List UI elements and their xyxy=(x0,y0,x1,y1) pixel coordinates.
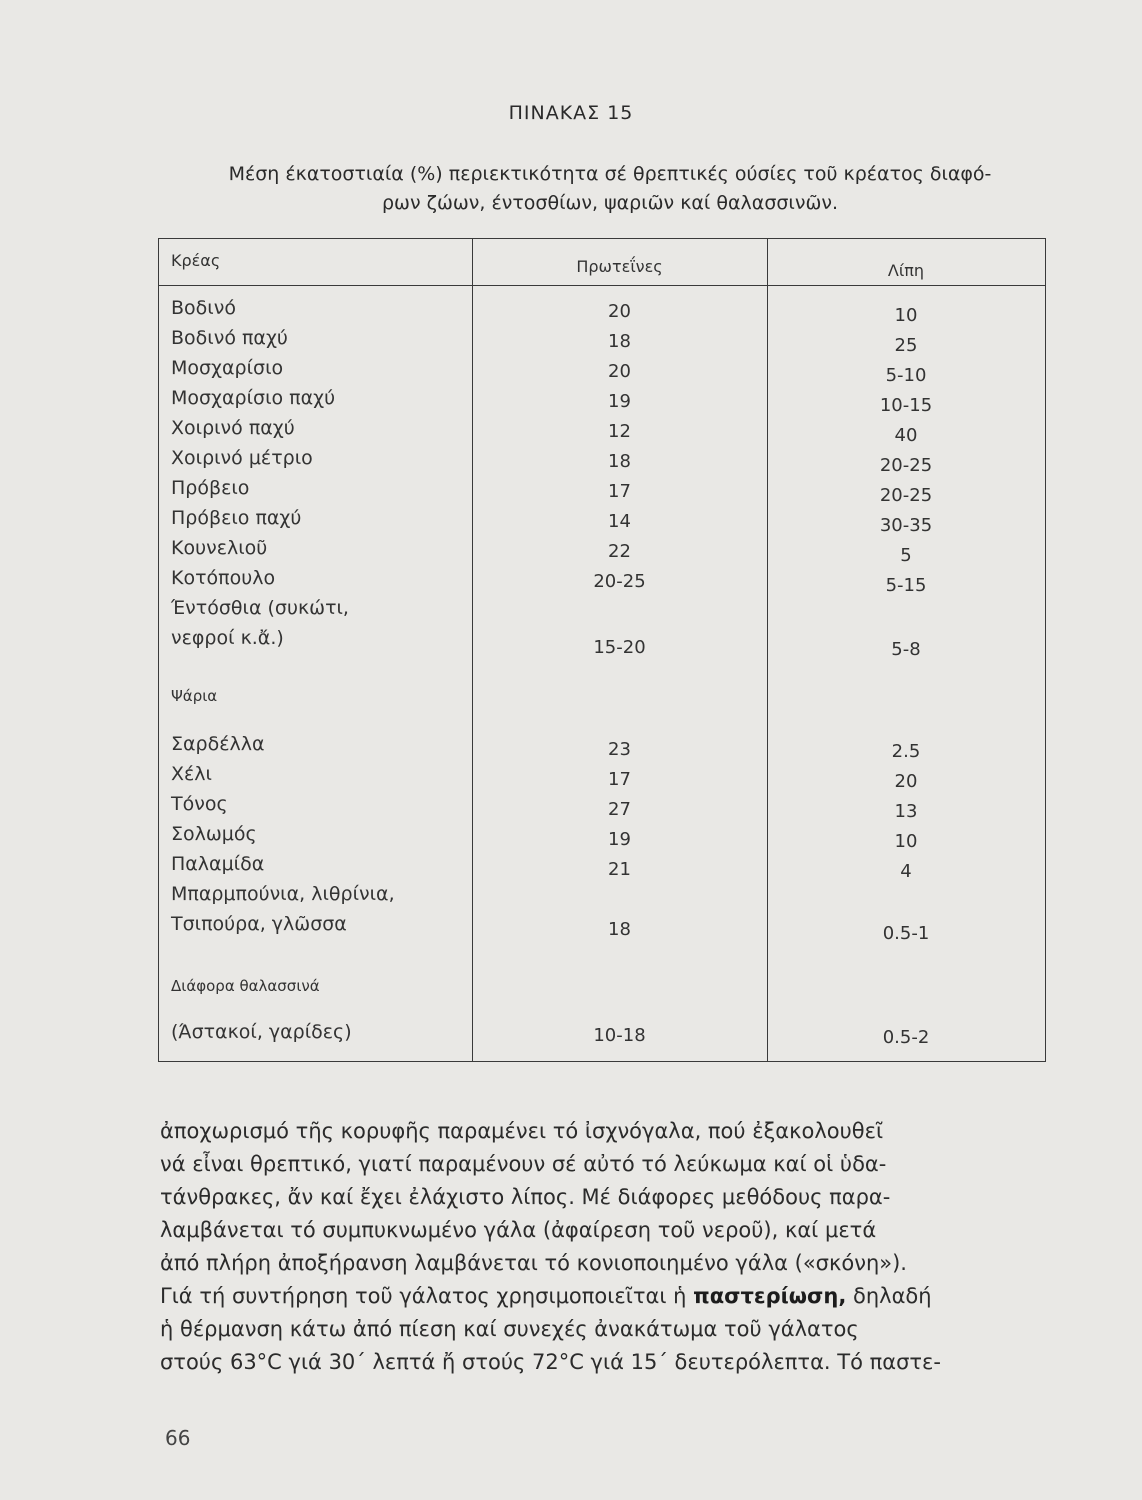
row-protein: 19 xyxy=(608,829,631,850)
row-name: Κοτόπουλο xyxy=(171,567,276,589)
body-line: τάνθρακες, ἄν καί ἔχει ἐλάχιστο λίπος. Μέ διάφορες μεθόδους παρα- xyxy=(160,1185,891,1209)
body-line: ἡ θέρμανση κάτω ἀπό πίεση καί συνεχές ἀνακάτωμα τοῦ γάλατος xyxy=(160,1317,859,1341)
table-caption xyxy=(170,160,1050,218)
row-protein: 20-25 xyxy=(593,571,646,592)
row-protein: 20 xyxy=(608,361,631,382)
body-line: ἀπό πλήρη ἀποξήρανση λαμβάνεται τό κονιοποιημένο γάλα («σκόνη»). xyxy=(160,1251,907,1275)
caption-line-1: Μέση έκατοστιαία (%) περιεκτικότητα σέ θρεπτικές ούσίες τοῦ κρέατος διαφό- xyxy=(228,163,992,185)
row-fat: 10-15 xyxy=(879,395,933,416)
row-name: Βοδινό παχύ xyxy=(171,327,288,349)
row-protein: 14 xyxy=(608,511,631,532)
row-fat: 4 xyxy=(900,861,912,882)
row-protein: 20 xyxy=(608,301,631,322)
row-name: Χέλι xyxy=(171,763,212,785)
row-fat: 0.5-2 xyxy=(882,1027,930,1048)
body-line: λαμβάνεται τό συμπυκνωμένο γάλα (ἀφαίρεση τοῦ νεροῦ), καί μετά xyxy=(160,1218,877,1242)
row-protein: 18 xyxy=(608,919,631,940)
row-name: Παλαμίδα xyxy=(171,853,265,875)
header-divider xyxy=(159,285,1045,286)
row-protein: 27 xyxy=(608,799,631,820)
caption-line-2: ρων ζώων, έντοσθίων, ψαριῶν καί θαλασσινῶν. xyxy=(381,192,839,214)
nutrition-table xyxy=(158,238,1046,1062)
row-name: Βοδινό xyxy=(171,297,236,319)
row-protein: 15-20 xyxy=(593,637,646,658)
row-fat: 5-15 xyxy=(885,575,927,596)
body-line: στούς 63°C γιά 30΄ λεπτά ἤ στούς 72°C γιά 15΄ δευτερόλεπτα. Τό παστε- xyxy=(160,1350,941,1374)
section-seafood: Διάφορα θαλασσινά xyxy=(171,977,320,995)
row-name-line-2: Τσιπούρα, γλῶσσα xyxy=(171,913,347,935)
row-fat: 13 xyxy=(894,801,918,822)
row-name: Κουνελιοῦ xyxy=(171,537,268,559)
body-paragraph xyxy=(160,1115,1040,1379)
row-protein: 17 xyxy=(608,481,631,502)
row-fat: 20-25 xyxy=(879,485,933,506)
row-protein: 17 xyxy=(608,769,631,790)
row-fat: 5-10 xyxy=(885,365,927,386)
row-fat: 20 xyxy=(894,771,918,792)
row-fat: 25 xyxy=(894,335,918,356)
row-fat: 2.5 xyxy=(891,741,921,762)
body-line xyxy=(160,1280,1040,1313)
row-protein: 22 xyxy=(608,541,631,562)
row-protein: 10-18 xyxy=(593,1025,646,1046)
row-protein: 18 xyxy=(608,331,631,352)
row-protein: 12 xyxy=(608,421,631,442)
row-name: Μοσχαρίσιο παχύ xyxy=(171,387,336,409)
bold-term: παστερίωση, xyxy=(693,1284,847,1308)
table-title: ΠΙΝΑΚΑΣ 15 xyxy=(508,102,634,124)
row-name: Μοσχαρίσιο xyxy=(171,357,284,379)
row-fat: 5 xyxy=(900,545,912,566)
row-fat: 0.5-1 xyxy=(882,923,930,944)
row-name: Χοιρινό μέτριο xyxy=(171,447,313,469)
row-fat: 20-25 xyxy=(879,455,933,476)
body-text: Γιά τή συντήρηση τοῦ γάλατος χρησιμοποιεῖται ἡ xyxy=(160,1284,694,1308)
row-protein: 18 xyxy=(608,451,631,472)
row-fat: 40 xyxy=(894,425,918,446)
row-name: (Άστακοί, γαρίδες) xyxy=(171,1021,352,1043)
header-meat: Κρέας xyxy=(171,251,221,270)
body-text: δηλαδή xyxy=(846,1284,932,1308)
row-name: Πρόβειο xyxy=(171,477,250,499)
row-fat: 5-8 xyxy=(891,639,921,660)
row-fat: 10 xyxy=(894,305,918,326)
row-name: Πρόβειο παχύ xyxy=(171,507,302,529)
row-name-line-1: Έντόσθια (συκώτι, xyxy=(171,597,349,619)
row-name-line-2: νεφροί κ.ἄ.) xyxy=(171,627,284,649)
section-fish: Ψάρια xyxy=(171,687,218,705)
row-fat: 10 xyxy=(894,831,918,852)
row-fat: 30-35 xyxy=(879,515,933,536)
row-protein: 21 xyxy=(608,859,631,880)
header-protein: Πρωτεΐνες xyxy=(576,257,663,276)
row-name: Χοιρινό παχύ xyxy=(171,417,295,439)
row-name-line-1: Μπαρμπούνια, λιθρίνια, xyxy=(171,883,395,905)
body-line: νά εἶναι θρεπτικό, γιατί παραμένουν σέ αὐτό τό λεύκωμα καί οἱ ὑδα- xyxy=(160,1152,887,1176)
page-number: 66 xyxy=(165,1426,191,1450)
row-name: Σολωμός xyxy=(171,823,257,845)
header-fat: Λίπη xyxy=(887,261,925,280)
row-name: Σαρδέλλα xyxy=(171,733,265,755)
row-protein: 19 xyxy=(608,391,631,412)
body-line: ἀποχωρισμό τῆς κορυφῆς παραμένει τό ἰσχνόγαλα, πού ἐξακολουθεῖ xyxy=(160,1119,884,1143)
row-protein: 23 xyxy=(608,739,631,760)
row-name: Τόνος xyxy=(171,793,228,815)
